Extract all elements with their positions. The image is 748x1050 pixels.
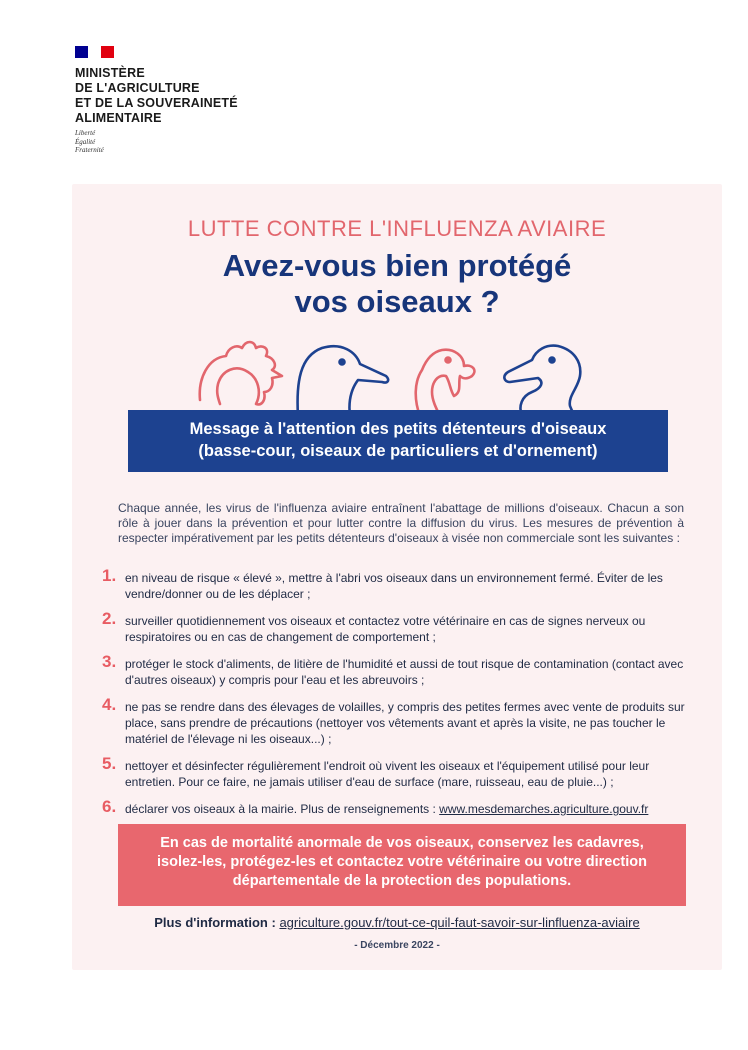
- ministry-line: DE L'AGRICULTURE: [75, 81, 200, 95]
- measures-list: [102, 566, 688, 828]
- ministry-line: MINISTÈRE: [75, 66, 145, 80]
- birds-illustration: [192, 330, 612, 418]
- item-number: 5.: [102, 754, 117, 773]
- item-number: 4.: [102, 695, 117, 714]
- more-info-link[interactable]: agriculture.gouv.fr/tout-ce-quil-faut-savoir-sur-linfluenza-aviaire: [279, 915, 640, 930]
- goose-icon: [298, 346, 389, 416]
- item-number: 3.: [102, 652, 117, 671]
- alert-line: En cas de mortalité anormale de vos oiseaux, conservez les cadavres,: [160, 835, 644, 851]
- poster-kicker: LUTTE CONTRE L'INFLUENZA AVIAIRE: [187, 216, 607, 241]
- headline-line: Avez-vous bien protégé: [222, 248, 572, 283]
- item-text: surveiller quotidiennement vos oiseaux et contactez votre vétérinaire en cas de signes nerveux ou respiratoires ou en cas de changement de comportement ;: [125, 614, 646, 644]
- poster-headline: [72, 248, 722, 320]
- more-info-label: Plus d'information :: [154, 915, 276, 930]
- motto-line: Égalité: [75, 137, 96, 146]
- poster-card: [72, 184, 722, 970]
- motto-line: Liberté: [75, 129, 96, 137]
- list-item: [102, 652, 688, 688]
- headline-line: vos oiseaux ?: [294, 284, 500, 319]
- banner-line: (basse-cour, oiseaux de particuliers et d'ornement): [198, 442, 598, 460]
- item-number: 6.: [102, 797, 117, 816]
- flag-white: [88, 46, 101, 58]
- item-text: en niveau de risque « élevé », mettre à l'abri vos oiseaux dans un environnement fermé. Éviter de les vendre/donner ou de les déplacer ;: [125, 571, 663, 601]
- alert-line: départementale de la protection des populations.: [232, 873, 572, 889]
- more-information: [72, 915, 722, 930]
- list-item: [102, 566, 688, 602]
- intro-paragraph: Chaque année, les virus de l'influenza aviaire entraînent l'abattage de millions d'oiseaux. Chacun a son rôle à jouer dans la prévention et pour lutter contre la diffusion du virus. Les mesures de prévention à respecter impérativement par les petits détenteurs d'oiseaux à visée non commerciale sont les suivantes :: [118, 501, 684, 545]
- item-text: déclarer vos oiseaux à la mairie. Plus de renseignements :: [125, 802, 436, 816]
- item-text: ne pas se rendre dans des élevages de volailles, y compris des petites fermes avec vente de produits sur place, sans prendre de précautions (nettoyer vos vêtements avant et après la visite, ne pas toucher le matériel de l'élevage ni les oiseaux...) ;: [125, 700, 685, 746]
- republic-motto: [75, 129, 104, 155]
- alert-line: isolez-les, protégez-les et contactez votre vétérinaire ou votre direction: [157, 854, 647, 870]
- list-item: [102, 609, 688, 645]
- banner-line: Message à l'attention des petits détenteurs d'oiseaux: [189, 420, 607, 438]
- list-item: [102, 797, 688, 817]
- motto-line: Fraternité: [75, 146, 104, 155]
- item-number: 2.: [102, 609, 117, 628]
- turkey-icon: [416, 350, 475, 416]
- list-item: [102, 754, 688, 790]
- flag-blue: [75, 46, 88, 58]
- duck-icon: [504, 346, 580, 418]
- republic-flag-logo: [75, 46, 114, 58]
- ministry-line: ALIMENTAIRE: [75, 111, 162, 125]
- list-item: [102, 695, 688, 747]
- mesdemarches-link[interactable]: www.mesdemarches.agriculture.gouv.fr: [439, 802, 649, 816]
- item-number: 1.: [102, 566, 117, 585]
- audience-banner: [128, 410, 668, 472]
- ministry-name: [75, 66, 238, 126]
- item-text: nettoyer et désinfecter régulièrement l'endroit où vivent les oiseaux et l'équipement utilisé pour leur entretien. Pour ce faire, ne jamais utiliser d'eau de surface (mare, ruisseau, eau de pluie...) ;: [125, 759, 650, 789]
- item-text: protéger le stock d'aliments, de litière de l'humidité et aussi de tout risque de contamination (contact avec d'autres oiseaux) y compris pour l'eau et les abreuvoirs ;: [125, 657, 684, 687]
- flag-red: [101, 46, 114, 58]
- ministry-line: ET DE LA SOUVERAINETÉ: [75, 96, 238, 110]
- mortality-alert-box: [118, 824, 686, 906]
- rooster-icon: [200, 342, 282, 404]
- publication-date: - Décembre 2022 -: [354, 940, 440, 951]
